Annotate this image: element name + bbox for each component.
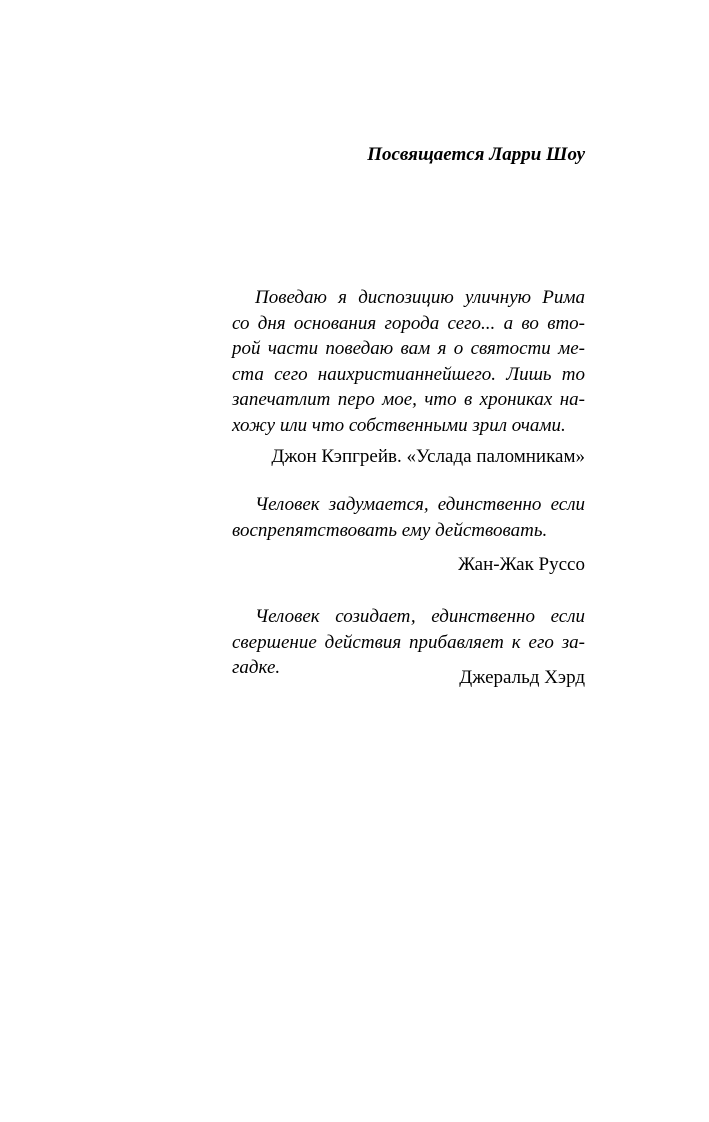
epigraph-rousseau	[232, 492, 585, 576]
epigraph-line: запечатлит перо мое, что в хрониках на-	[232, 389, 585, 410]
epigraph-line: ста сего наихристианнейшего. Лишь то	[232, 363, 585, 385]
epigraph-line: Поведаю я диспозицию уличную Рима	[255, 287, 585, 308]
epigraph-author: Джон Кэпгрейв. «Услада паломникам»	[271, 446, 585, 467]
epigraph-line: Человек задумается, единственно если	[255, 494, 585, 515]
epigraph-author: Джеральд Хэрд	[459, 666, 585, 688]
epigraph-line: воспрепятствовать ему действовать.	[232, 519, 548, 541]
dedication: Посвящается Ларри Шоу	[367, 144, 585, 165]
epigraph-line: хожу или что собственными зрил очами.	[232, 414, 566, 436]
epigraph-line: гадке.	[232, 657, 281, 678]
epigraph-line: свершение действия прибавляет к его за-	[232, 631, 585, 653]
epigraph-author: Жан-Жак Руссо	[458, 554, 585, 575]
epigraph-capgrave	[232, 285, 585, 468]
epigraph-heard	[232, 604, 585, 689]
epigraph-line: Человек созидает, единственно если	[255, 606, 585, 627]
epigraph-line: рой части поведаю вам я о святости ме-	[232, 338, 585, 359]
epigraph-line: со дня основания города сего... а во вто-	[232, 312, 585, 334]
